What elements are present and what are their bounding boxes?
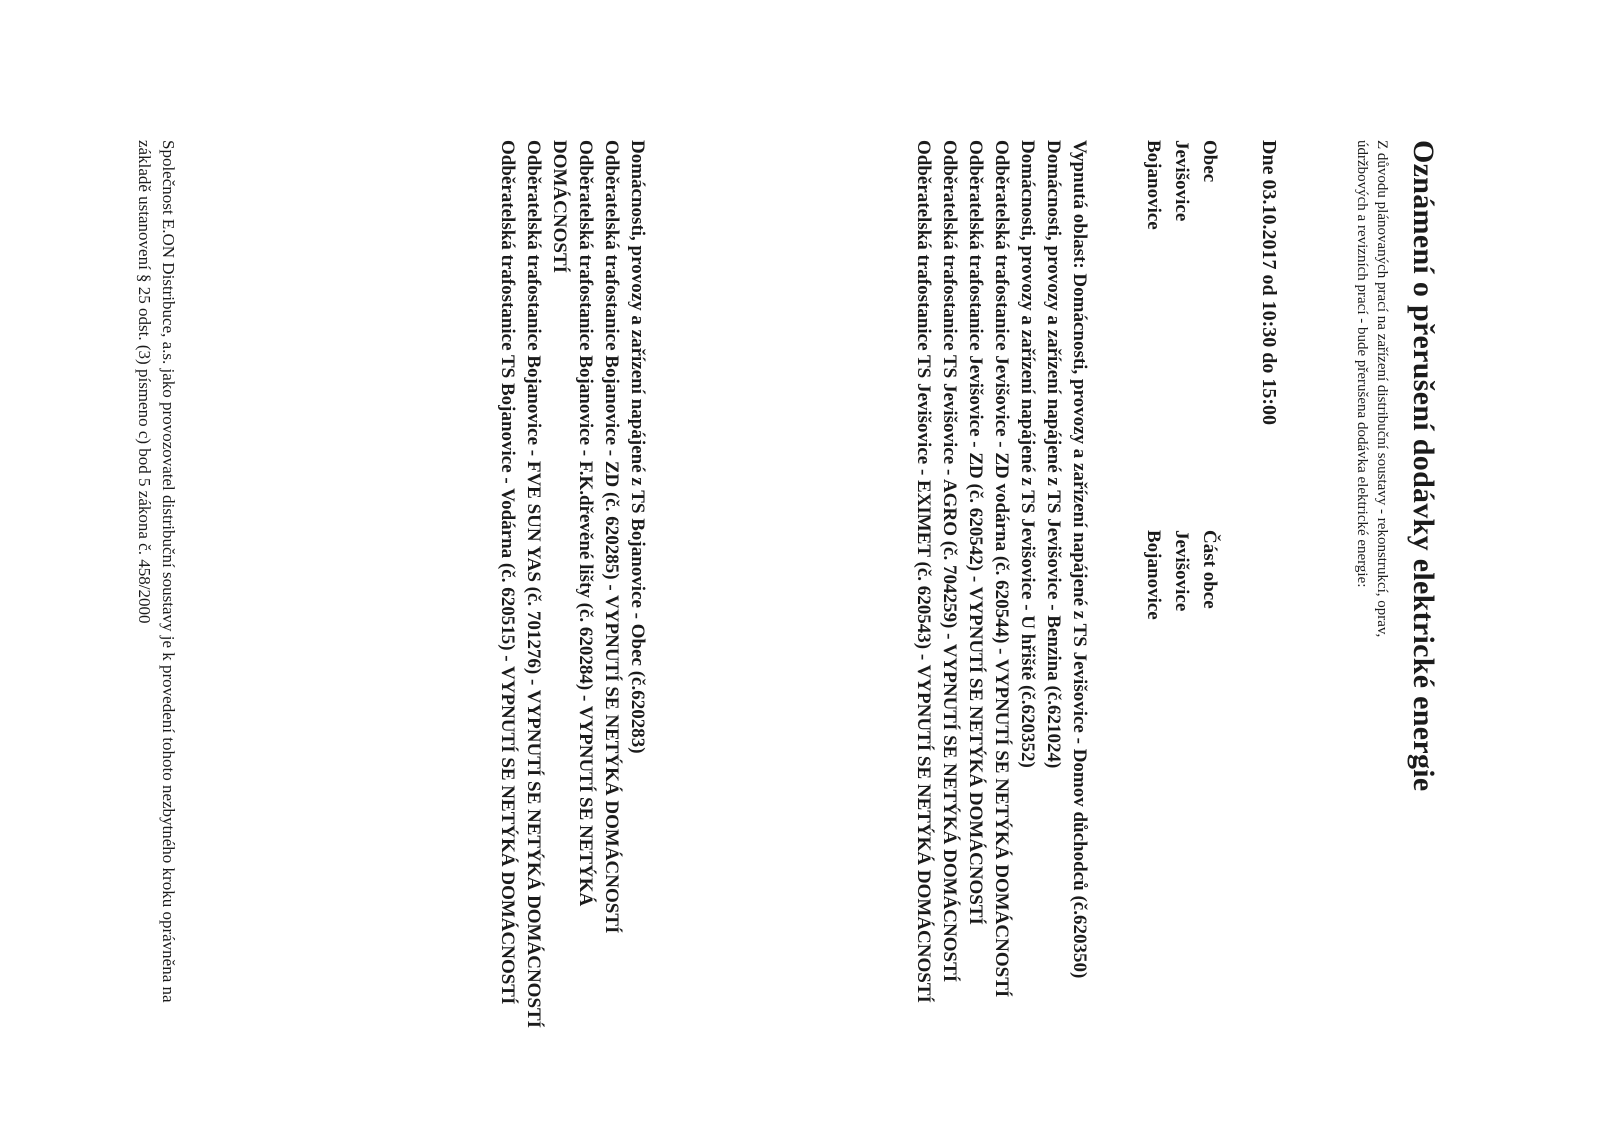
- outage-line: Domácnosti, provozy a zařízení napájené z TS Jevišovice - U hřiště (č.620352): [1017, 140, 1038, 768]
- outage-block-jevisovice: [910, 140, 1092, 1040]
- outage-line: Domácnosti, provozy a zařízení napájené z TS Bojanovice - Obec (č.620283): [627, 140, 648, 754]
- row-cast: Bojanovice: [1143, 530, 1164, 620]
- outage-line: Odběratelská trafostanice Bojanovice - F.K.dřevěné lišty (č. 620284) - VYPNUTÍ SE NETÝKÁ DOMÁCNOSTÍ: [549, 140, 596, 907]
- outage-date: Dne 03.10.2017 od 10:30 do 15:00: [1258, 140, 1280, 426]
- row-obec: Bojanovice: [1143, 140, 1164, 230]
- legal-footer: Společnost E.ON Distribuce, a.s. jako provozovatel distribuční soustavy je k provedení tohoto nezbytného kroku oprávněna na základě ustanovení § 25 odst. (3) písmeno c) bod 5 zákona č. 458/2000: [135, 140, 178, 1003]
- header-cast-obce: Část obce: [1199, 530, 1220, 609]
- outage-line: Domácnosti, provozy a zařízení napájené z TS Jevišovice - Benzina (č.621024): [1043, 140, 1064, 769]
- row-cast: Jevišovice: [1171, 530, 1192, 612]
- row-obec: Jevišovice: [1171, 140, 1192, 222]
- outage-line: Vypnutá oblast: Domácnosti, provozy a zařízení napájené z TS Jevišovice - Domov důchodců (č.620350): [1069, 140, 1090, 979]
- outage-line: Odběratelská trafostanice Bojanovice - FVE SUN YAS (č. 701276) - VYPNUTÍ SE NETÝKÁ DOMÁCNOSTÍ: [523, 140, 544, 1029]
- outage-line: Odběratelská trafostanice TS Jevišovice - EXIMET (č. 620543) - VYPNUTÍ SE NETÝKÁ DOMÁCNOSTÍ: [913, 140, 934, 1003]
- page-title: Oznámení o přerušení dodávky elektrické energie: [1407, 140, 1440, 792]
- outage-line: Odběratelská trafostanice Bojanovice - ZD (č. 620285) - VYPNUTÍ SE NETÝKÁ DOMÁCNOSTÍ: [601, 140, 622, 934]
- header-obec: Obec: [1199, 140, 1220, 183]
- intro-text: Z důvodu plánovaných prací na zařízení distribuční soustavy - rekonstrukcí, oprav, údržbových a revizních prací - bude přerušena dodávka elektrické energie:: [1354, 140, 1390, 638]
- outage-line: Odběratelská trafostanice Jevišovice - ZD (č. 620542) - VYPNUTÍ SE NETÝKÁ DOMÁCNOSTÍ: [965, 140, 986, 925]
- outage-line: Odběratelská trafostanice Jevišovice - ZD vodárna (č. 620544) - VYPNUTÍ SE NETÝKÁ DOMÁCNOSTÍ: [991, 140, 1012, 998]
- outage-block-bojanovice: [494, 140, 650, 1040]
- outage-line: Odběratelská trafostanice TS Jevišovice - AGRO (č. 704259) - VYPNUTÍ SE NETÝKÁ DOMÁCNOSTÍ: [939, 140, 960, 983]
- outage-line: Odběratelská trafostanice TS Bojanovice - Vodárna (č. 620515) - VYPNUTÍ SE NETÝKÁ DOMÁCNOSTÍ: [497, 140, 518, 1005]
